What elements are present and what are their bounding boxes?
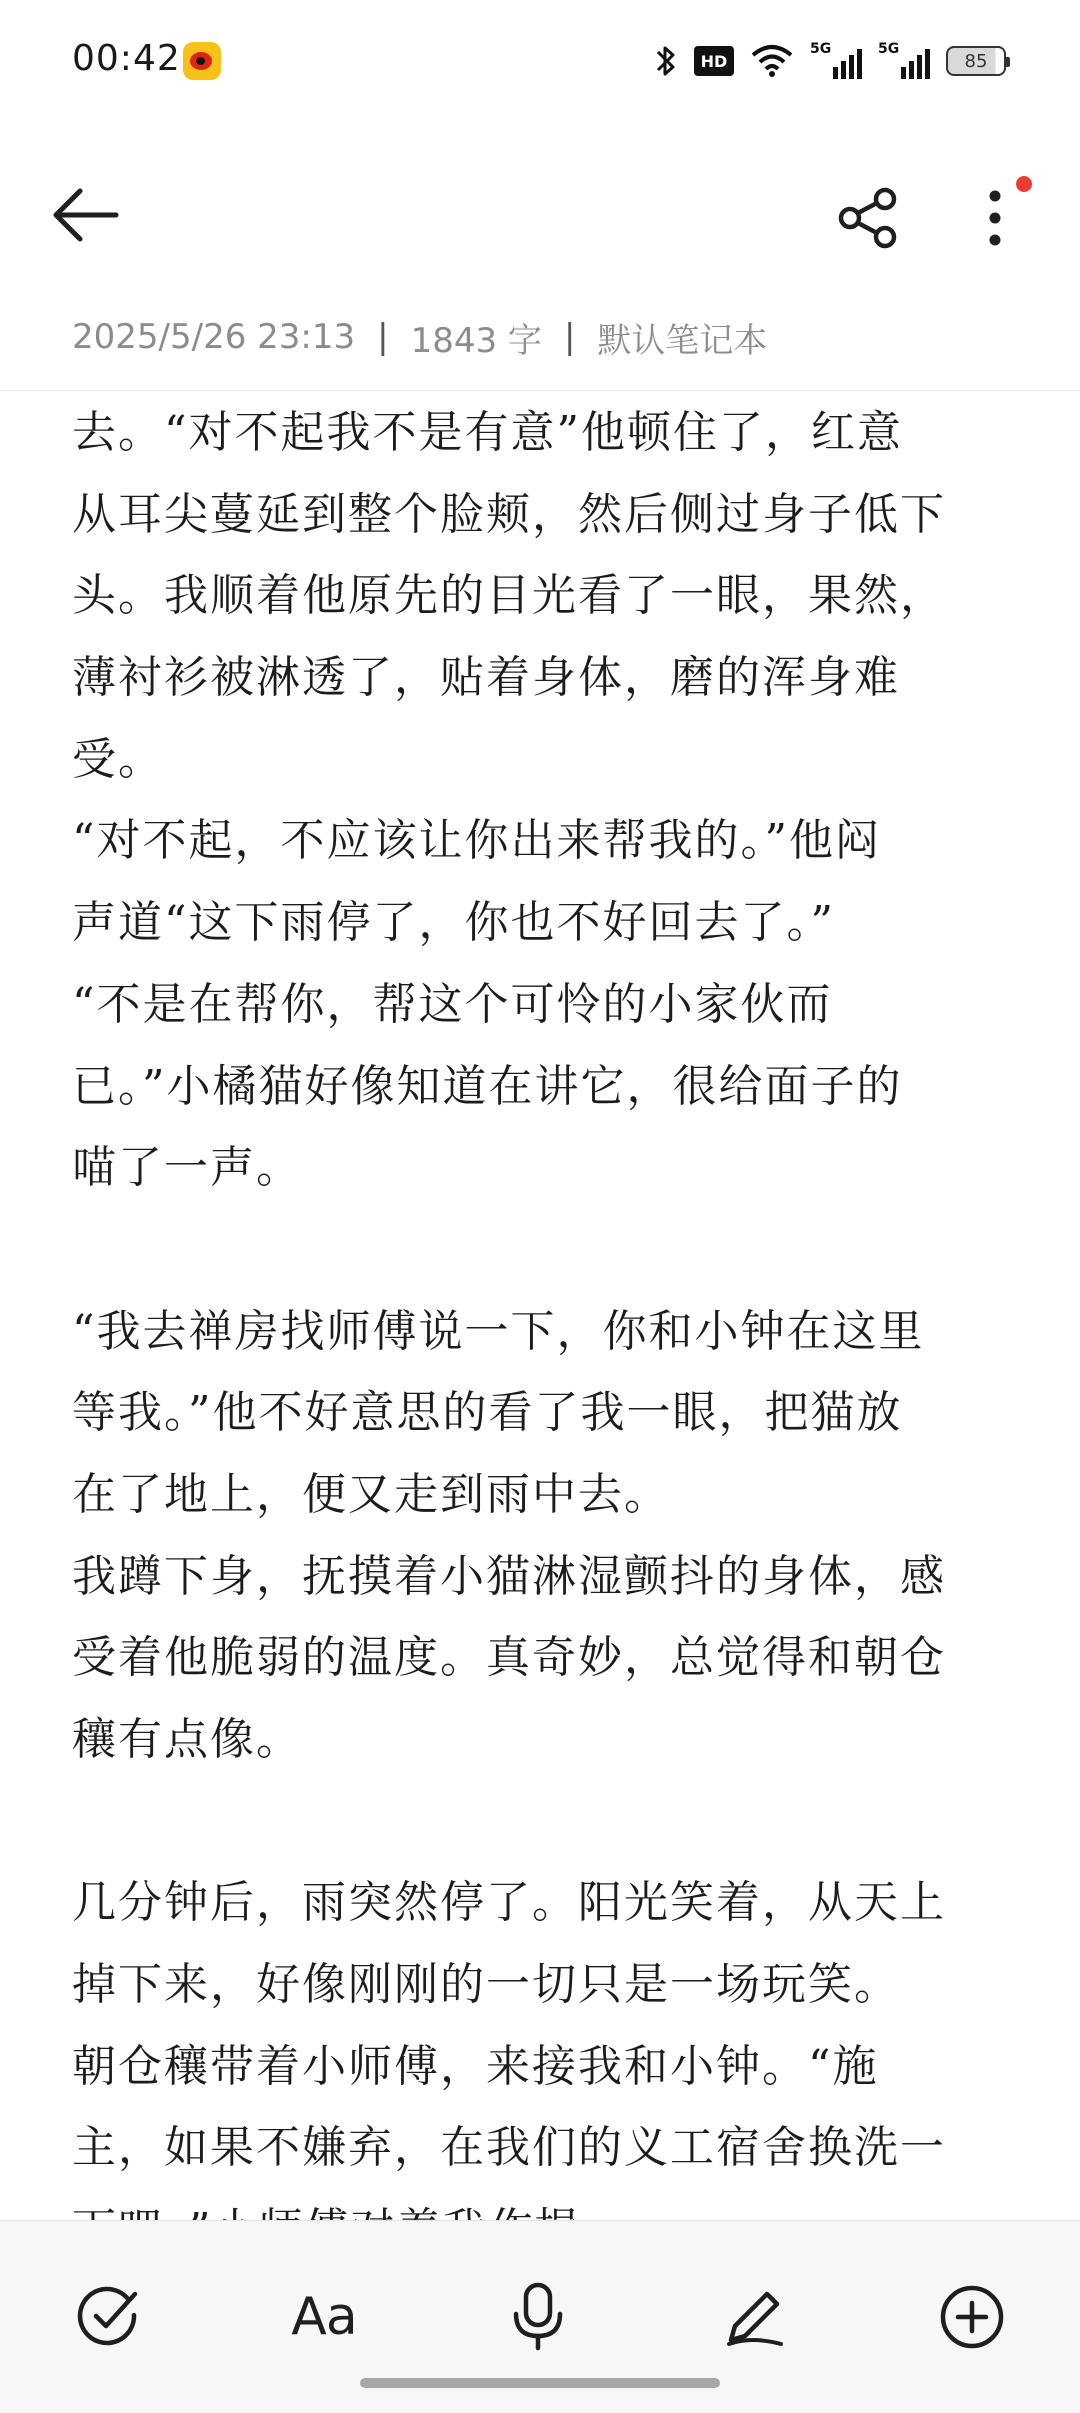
- note-line: 我蹲下身，抚摸着小猫淋湿颤抖的身体，感: [72, 1550, 946, 1602]
- note-line: 穰有点像。: [72, 1714, 302, 1765]
- network-type-1: 5G: [810, 41, 832, 57]
- more-options-button[interactable]: [965, 178, 1025, 258]
- status-time: 00:42: [72, 38, 181, 79]
- note-line: 几分钟后，雨突然停了。阳光笑着，从天上: [72, 1877, 946, 1929]
- more-vertical-icon: [985, 188, 1005, 248]
- note-line: 喵了一声。: [72, 1142, 302, 1194]
- note-line: “不是在帮你，帮这个可怜的小家伙而: [72, 978, 833, 1030]
- network-type-2: 5G: [878, 41, 900, 57]
- note-line: 受。: [72, 733, 164, 785]
- note-word-count: 1843 字: [410, 320, 542, 361]
- note-meta: [72, 312, 767, 362]
- note-line: 声道“这下雨停了，你也不好回去了。”: [72, 897, 835, 949]
- status-icons: [654, 38, 1006, 84]
- home-indicator[interactable]: [360, 2378, 720, 2388]
- meta-separator: |: [563, 317, 576, 357]
- note-datetime: 2025/5/26 23:13: [72, 317, 356, 357]
- share-button[interactable]: [825, 178, 911, 258]
- handwriting-button[interactable]: [706, 2269, 802, 2365]
- battery-icon: [946, 46, 1006, 76]
- text-format-button[interactable]: [276, 2269, 372, 2365]
- wifi-icon: [750, 43, 794, 79]
- note-line: “对不起，不应该让你出来帮我的。”他闷: [72, 815, 881, 867]
- status-bar: [0, 0, 1080, 125]
- plus-circle-icon: [939, 2284, 1005, 2350]
- note-line: 在了地上，便又走到雨中去。: [72, 1468, 670, 1520]
- text-format-label: Aa: [291, 2287, 357, 2347]
- battery-level: 85: [964, 50, 988, 72]
- microphone-icon: [510, 2282, 566, 2352]
- note-line: 朝仓穰带着小师傅，来接我和小钟。“施: [72, 2040, 879, 2092]
- note-line: [72, 1781, 1012, 1863]
- note-line: 头。我顺着他原先的目光看了一眼，果然，: [72, 570, 946, 622]
- note-line: 去。“对不起我不是有意”他顿住了，红意: [72, 407, 903, 458]
- note-line: 从耳尖蔓延到整个脸颊，然后侧过身子低下: [72, 488, 946, 540]
- bluetooth-icon: [654, 43, 678, 79]
- header-divider: [0, 390, 1080, 391]
- arrow-left-icon: [50, 187, 120, 243]
- pen-icon: [721, 2284, 787, 2350]
- share-icon: [837, 187, 899, 249]
- check-circle-icon: [76, 2285, 140, 2349]
- note-toolbar: [0, 150, 1080, 280]
- note-line: 受着他脆弱的温度。真奇妙，总觉得和朝仓: [72, 1632, 946, 1684]
- note-body-editor[interactable]: [72, 392, 1012, 2220]
- cellular-signal-2-icon: [878, 41, 930, 81]
- notebook-selector[interactable]: 默认笔记本: [597, 320, 768, 361]
- checklist-button[interactable]: [60, 2269, 156, 2365]
- cellular-signal-1-icon: [810, 41, 862, 81]
- note-line: 等我。”他不好意思的看了我一眼，把猫放: [72, 1387, 903, 1439]
- weibo-notification-icon: [183, 42, 221, 80]
- meta-separator: |: [377, 317, 389, 357]
- note-line: 掉下来，好像刚刚的一切只是一场玩笑。: [72, 1959, 900, 2011]
- back-button[interactable]: [40, 175, 130, 255]
- notification-dot: [1016, 176, 1032, 192]
- note-line: [72, 1209, 1012, 1291]
- hd-voice-icon: HD: [694, 46, 734, 76]
- note-line: “我去禅房找师傅说一下，你和小钟在这里: [72, 1305, 925, 1357]
- note-line: 主，如果不嫌弃，在我们的义工宿舍换洗一: [72, 2122, 946, 2174]
- voice-input-button[interactable]: [490, 2269, 586, 2365]
- note-line: 薄衬衫被淋透了，贴着身体，磨的浑身难: [72, 652, 900, 704]
- note-line: 已。”小橘猫好像知道在讲它，很给面子的: [72, 1060, 903, 1112]
- add-button[interactable]: [924, 2269, 1020, 2365]
